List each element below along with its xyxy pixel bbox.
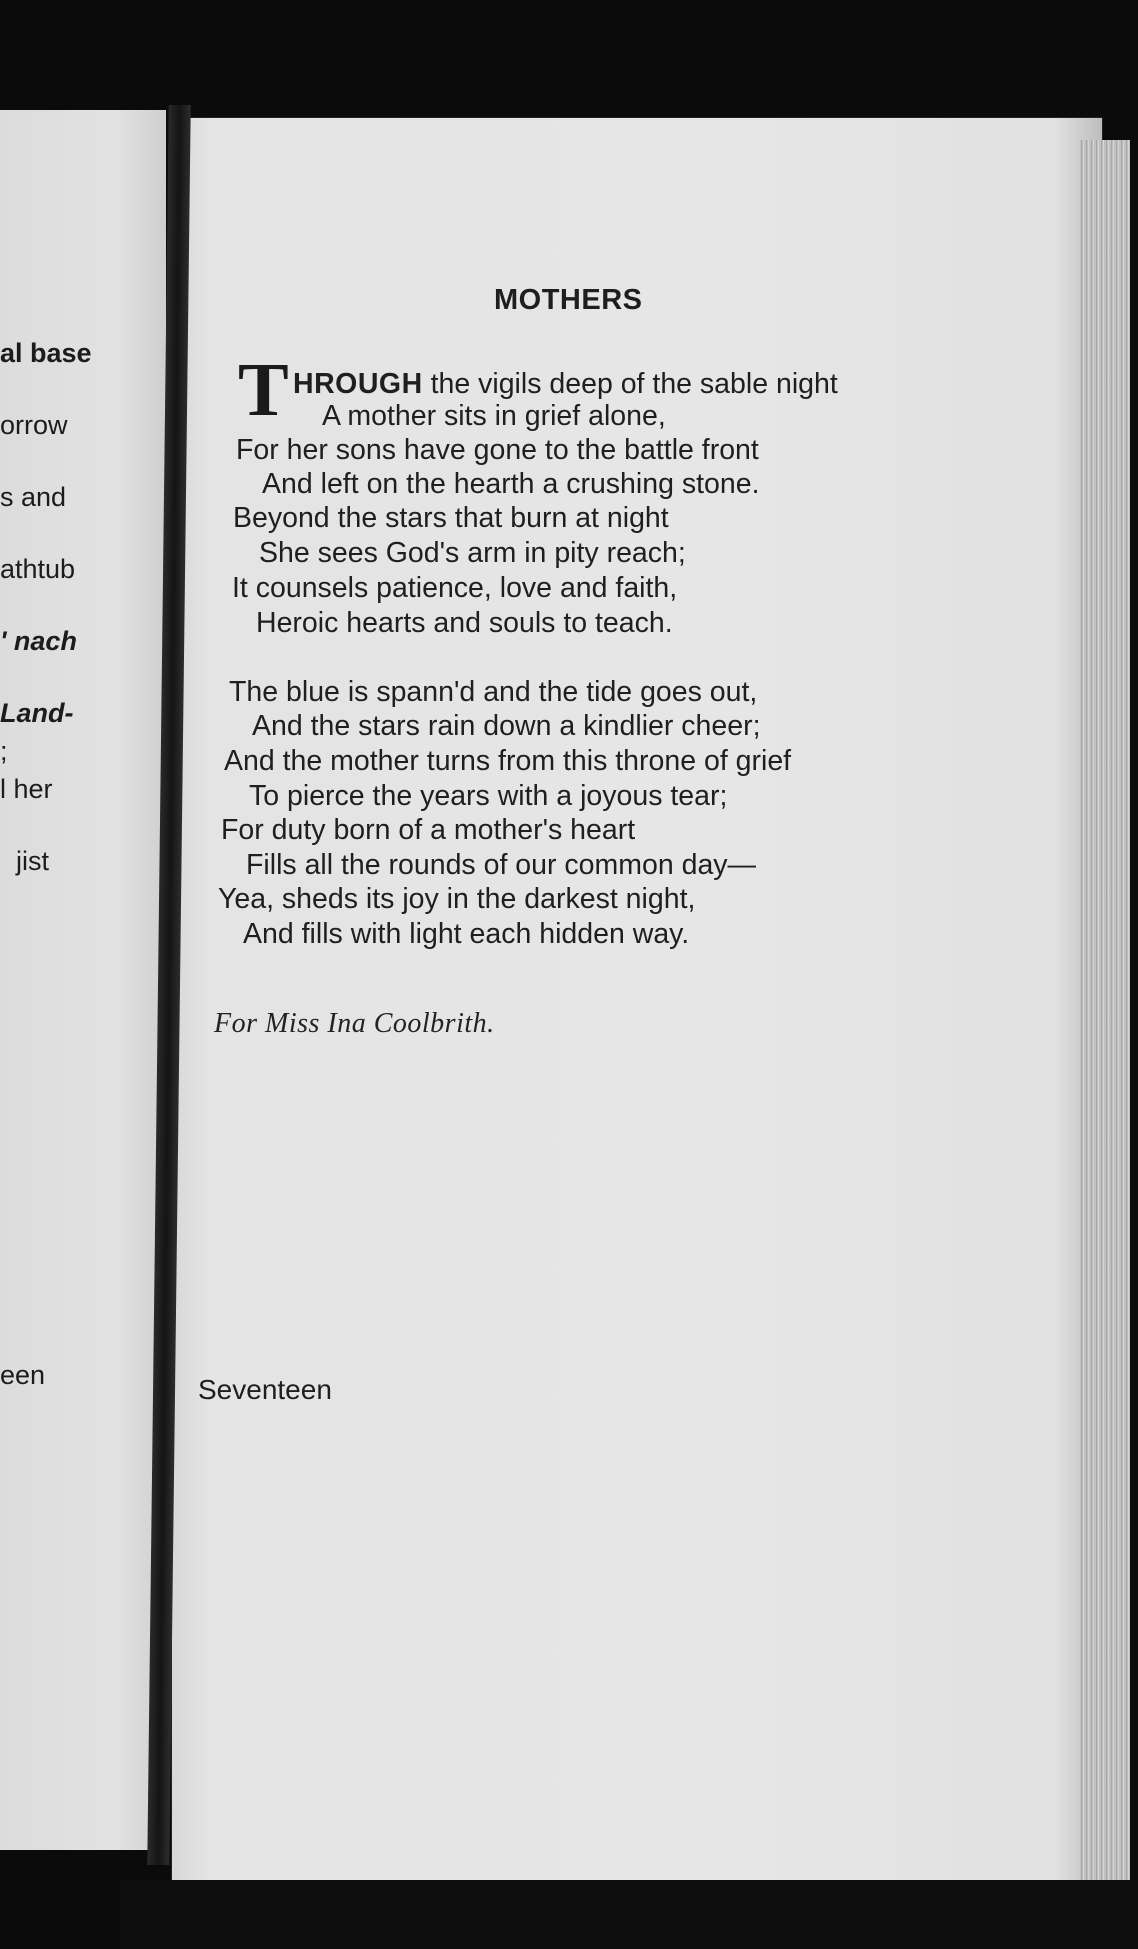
left-page-line: l her xyxy=(0,774,53,804)
poem-line: And the mother turns from this throne of grief xyxy=(224,745,792,777)
left-page-line: Land- xyxy=(0,698,74,728)
first-word: HROUGH xyxy=(293,368,423,400)
left-page-line: orrow xyxy=(0,410,68,440)
poem-line: Heroic hearts and souls to teach. xyxy=(256,607,673,639)
poem-line: To pierce the years with a joyous tear; xyxy=(249,780,728,812)
poem-line: And the stars rain down a kindlier cheer; xyxy=(252,710,761,742)
first-line-rest: the vigils deep of the sable night xyxy=(422,368,838,400)
poem-line: For duty born of a mother's heart xyxy=(221,814,636,846)
poem-title: MOTHERS xyxy=(494,284,643,316)
poem-line: The blue is spann'd and the tide goes out, xyxy=(229,676,758,708)
left-page-line: een xyxy=(0,1360,46,1390)
poem-line: And left on the hearth a crushing stone. xyxy=(262,468,760,500)
poem-line: Beyond the stars that burn at night xyxy=(233,502,669,534)
poem-line: Yea, sheds its joy in the darkest night, xyxy=(218,883,696,915)
page-number: Seventeen xyxy=(198,1374,332,1405)
left-page-line: al base xyxy=(0,338,92,368)
left-page-line: ; xyxy=(0,736,8,766)
poem-line: She sees God's arm in pity reach; xyxy=(259,537,686,569)
drop-cap: T xyxy=(238,348,289,432)
poem-line: A mother sits in grief alone, xyxy=(322,400,666,432)
poem-line: And fills with light each hidden way. xyxy=(243,918,690,950)
poem-line: For her sons have gone to the battle front xyxy=(236,434,759,466)
left-page-line: ' nach xyxy=(0,626,77,656)
left-page-line: jist xyxy=(16,846,49,876)
left-facing-page xyxy=(0,110,166,1850)
left-page-line: s and xyxy=(0,482,67,512)
left-page-line: athtub xyxy=(0,554,76,584)
bottom-shadow xyxy=(120,1880,1138,1949)
poem-line: It counsels patience, love and faith, xyxy=(232,572,678,604)
poem-first-line xyxy=(293,368,838,401)
dedication: For Miss Ina Coolbrith. xyxy=(214,1008,495,1039)
poem-line: Fills all the rounds of our common day— xyxy=(246,849,757,881)
page-edges xyxy=(1080,140,1130,1900)
